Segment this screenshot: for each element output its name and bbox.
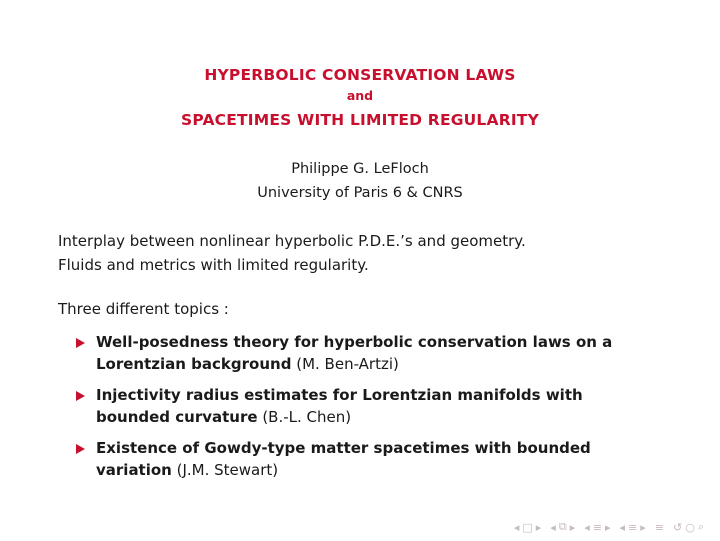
topic-item — [76, 331, 656, 375]
nav-search-glass-icon[interactable]: ⌕ — [697, 520, 704, 533]
topic-author: (M. Ben-Artzi) — [291, 355, 399, 373]
nav-next-section-icon[interactable]: ▸ — [604, 520, 611, 534]
bullet-triangle-icon — [76, 444, 85, 454]
title-line-1: HYPERBOLIC CONSERVATION LAWS — [204, 66, 516, 84]
topic-bold: Lorentzian background — [96, 355, 292, 373]
bullet-triangle-icon — [76, 338, 85, 348]
topics-heading: Three different topics : — [58, 300, 229, 318]
nav-first-frame-icon[interactable]: ◂ — [513, 520, 520, 534]
intro-text — [58, 229, 526, 277]
author-block — [0, 157, 720, 205]
nav-prev-subsection-icon[interactable]: ◂ — [550, 520, 556, 534]
intro-line-1: Interplay between nonlinear hyperbolic P.D.E.’s and geometry. — [58, 232, 526, 250]
topic-bold: Well-posedness theory for hyperbolic conservation laws on a — [96, 333, 613, 351]
nav-next-subsection-icon[interactable]: ▸ — [569, 520, 576, 534]
nav-prev-doc-icon[interactable]: ◂ — [619, 520, 626, 534]
nav-prev-section-icon[interactable]: ◂ — [584, 520, 590, 534]
beamer-navigation-bar — [514, 519, 704, 535]
nav-search-icon[interactable]: ↺ — [673, 520, 683, 534]
title-connector: and — [346, 88, 374, 103]
nav-align-icon[interactable]: ≡ — [654, 520, 664, 534]
nav-subsection-icon[interactable]: ⧉ — [558, 520, 567, 533]
nav-section-icon[interactable]: ≡ — [592, 520, 602, 534]
topic-author: (J.M. Stewart) — [171, 461, 279, 479]
nav-zoom-icon[interactable]: ○ — [685, 520, 695, 534]
topic-author: (B.-L. Chen) — [257, 408, 352, 426]
title-line-2: SPACETIMES WITH LIMITED REGULARITY — [180, 111, 540, 129]
topic-bold: Existence of Gowdy-type matter spacetimes with bounded — [96, 439, 591, 457]
topic-bold: variation — [96, 461, 172, 479]
topic-item — [76, 384, 656, 428]
intro-line-2: Fluids and metrics with limited regularity. — [58, 256, 369, 274]
nav-next-frame-icon[interactable]: ▸ — [535, 520, 542, 534]
author-affiliation: University of Paris 6 & CNRS — [257, 185, 463, 201]
author-name: Philippe G. LeFloch — [291, 161, 429, 177]
topic-bold: bounded curvature — [96, 408, 258, 426]
topic-bold: Injectivity radius estimates for Lorentzian manifolds with — [96, 386, 583, 404]
nav-doc-icon[interactable]: ≡ — [628, 520, 638, 534]
nav-frame-box-icon[interactable]: □ — [522, 520, 533, 534]
topics-list — [76, 331, 656, 490]
slide-title — [0, 64, 720, 131]
topic-item — [76, 437, 656, 481]
bullet-triangle-icon — [76, 391, 85, 401]
nav-next-doc-icon[interactable]: ▸ — [640, 520, 646, 534]
